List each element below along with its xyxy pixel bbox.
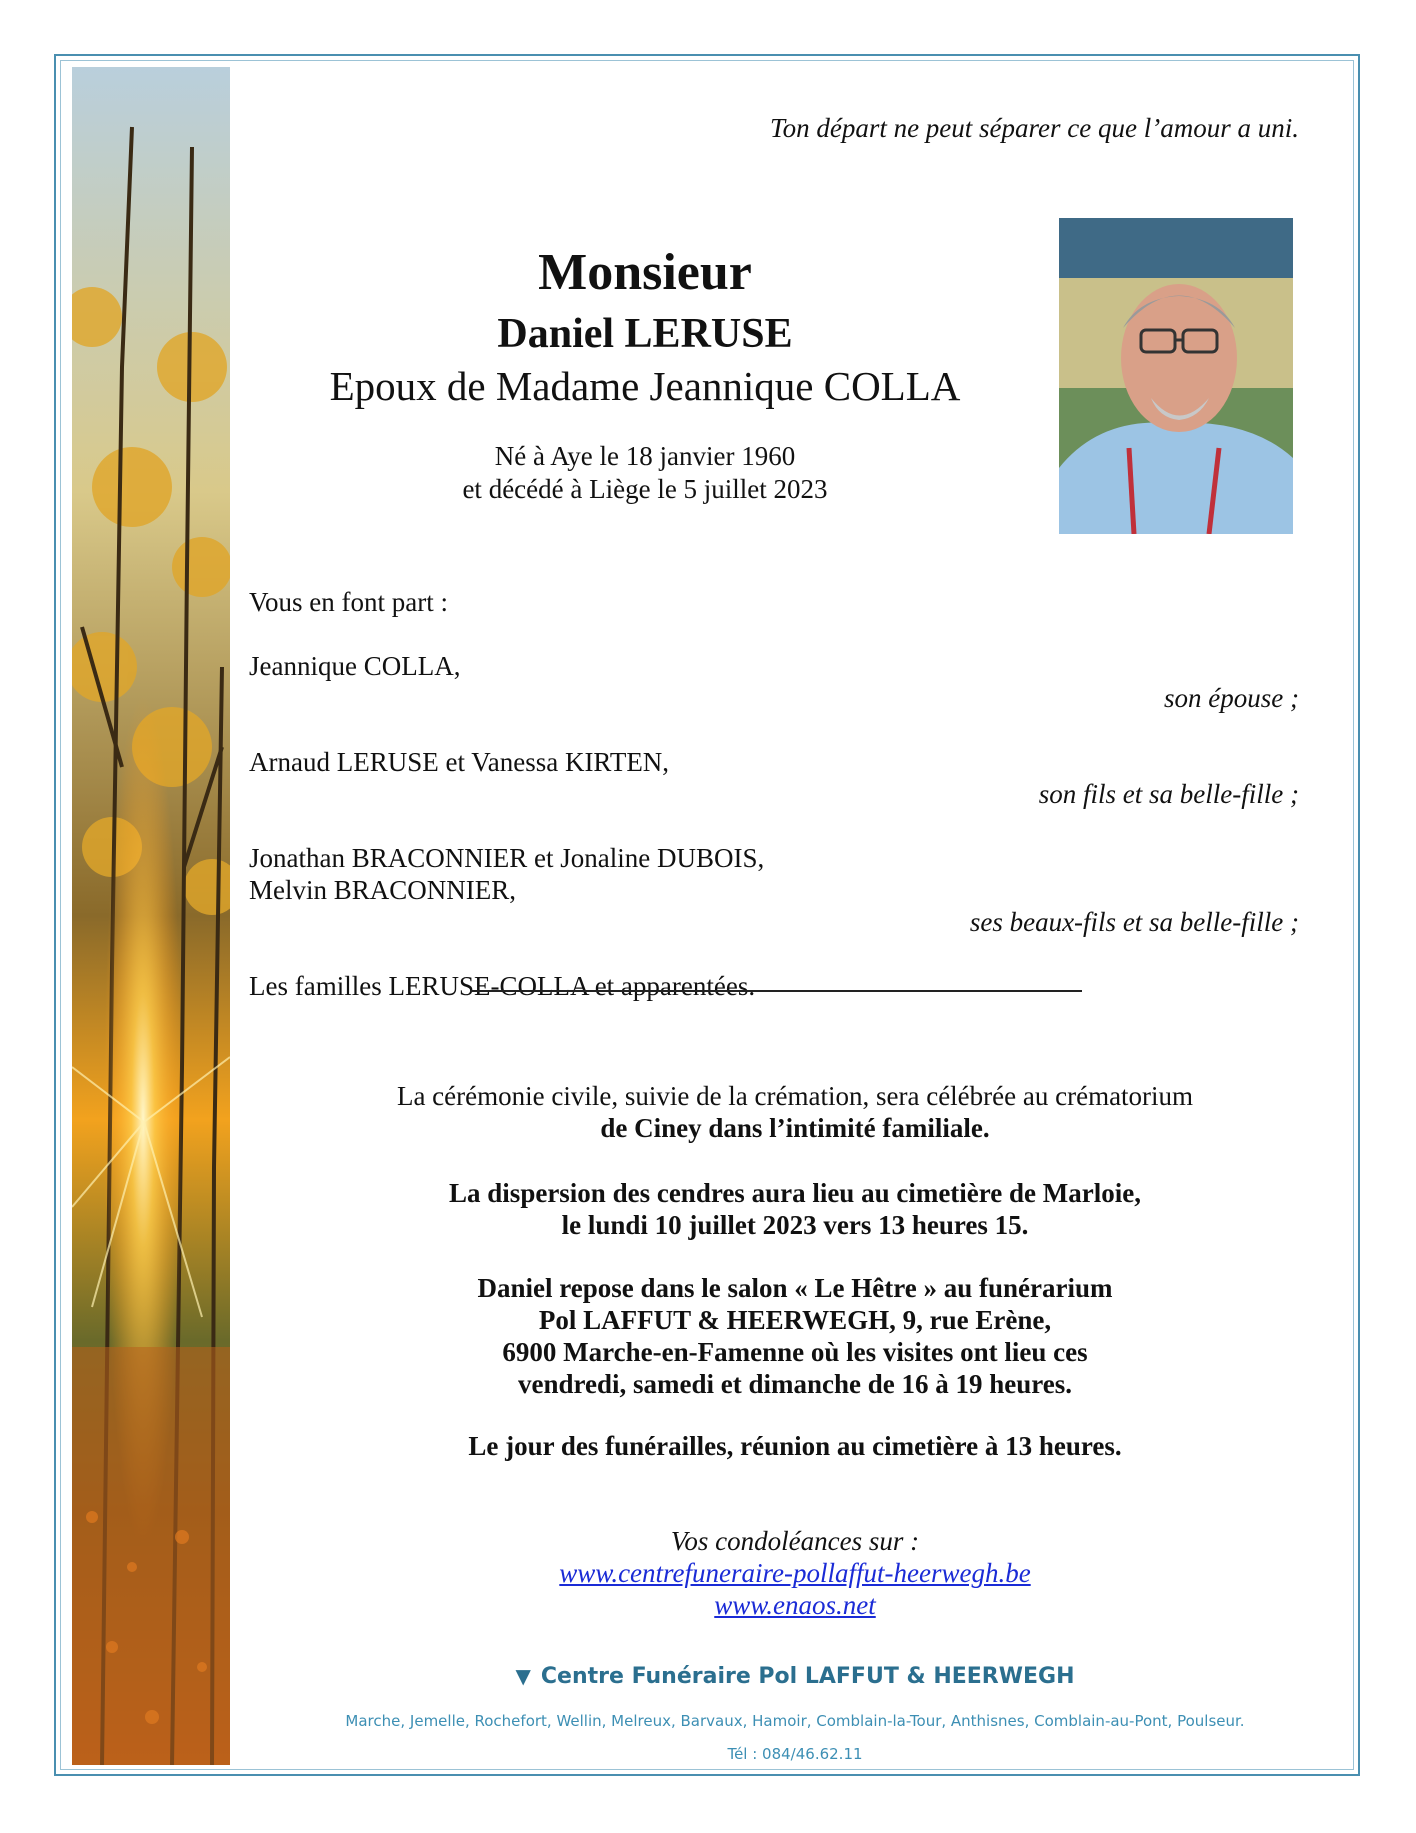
family-relation: son fils et sa belle-fille ; [1038,779,1299,809]
family-name: Jeannique COLLA, [249,651,461,681]
portrait-photo [1059,218,1293,534]
deceased-name: Daniel LERUSE [497,311,793,357]
family-relation: son épouse ; [1164,683,1299,713]
death-line: et décédé à Liège le 5 juillet 2023 [462,474,828,504]
dispersion-line: le lundi 10 juillet 2023 vers 13 heures 15. [561,1210,1029,1240]
family-name: Melvin BRACONNIER, [249,875,517,905]
title-monsieur: Monsieur [538,244,752,301]
condolences-link-enaos[interactable]: www.enaos.net [714,1590,876,1620]
separator-line [470,990,1082,992]
condolences-block [230,1525,1360,1621]
family-name: Arnaud LERUSE et Vanessa KIRTEN, [249,747,670,777]
autumn-forest-image [72,67,230,1765]
visitation-paragraph [230,1272,1360,1400]
birth-death-dates [245,440,1045,506]
condolences-intro: Vos condoléances sur : [670,1526,920,1556]
family-group-spouse [249,650,1299,714]
tagline: Ton départ ne peut séparer ce que l’amour a uni. [770,113,1299,143]
dispersion-line: La dispersion des cendres aura lieu au cimetière de Marloie, [449,1178,1141,1208]
family-group-stepsons [249,842,1299,938]
condolences-link-funeral-center[interactable]: www.centrefuneraire-pollaffut-heerwegh.be [559,1558,1031,1588]
family-group-families [249,970,1299,1002]
visitation-line: Pol LAFFUT & HEERWEGH, 9, rue Erène, [538,1305,1052,1335]
family-intro: Vous en font part : [249,587,448,617]
visitation-line: vendredi, samedi et dimanche de 16 à 19 heures. [517,1369,1072,1399]
footer-phone: Tél : 084/46.62.11 [727,1745,863,1763]
footer-towns: Marche, Jemelle, Rochefort, Wellin, Melreux, Barvaux, Hamoir, Comblain-la-Tour, Anthisnes, Comblain-au-Pont, Poulseur. [345,1712,1245,1730]
birth-line: Né à Aye le 18 janvier 1960 [494,441,796,471]
family-name: Jonathan BRACONNIER et Jonaline DUBOIS, [249,843,765,873]
family-announcement [249,586,1299,1002]
family-group-son [249,746,1299,810]
visitation-line: Daniel repose dans le salon « Le Hêtre » au funérarium [477,1273,1113,1303]
visitation-line: 6900 Marche-en-Famenne où les visites ont lieu ces [502,1337,1088,1367]
ashes-dispersion-paragraph [230,1177,1360,1241]
ceremony-line: La cérémonie civile, suivie de la crémation, sera célébrée au crématorium [396,1081,1194,1111]
footer-title: Centre Funéraire Pol LAFFUT & HEERWEGH [540,1664,1075,1689]
ceremony-paragraph [230,1080,1360,1144]
ceremony-line: de Ciney dans l’intimité familiale. [600,1113,990,1143]
spouse-line: Epoux de Madame Jeannique COLLA [329,363,961,409]
family-name: Les familles LERUSE-COLLA et apparentées. [249,971,756,1001]
family-relation: ses beaux-fils et sa belle-fille ; [969,907,1299,937]
footer-funeral-center [230,1664,1360,1689]
funeral-meeting-line: Le jour des funérailles, réunion au cimetière à 13 heures. [468,1431,1122,1461]
triangle-down-icon: ▼ [515,1664,531,1688]
